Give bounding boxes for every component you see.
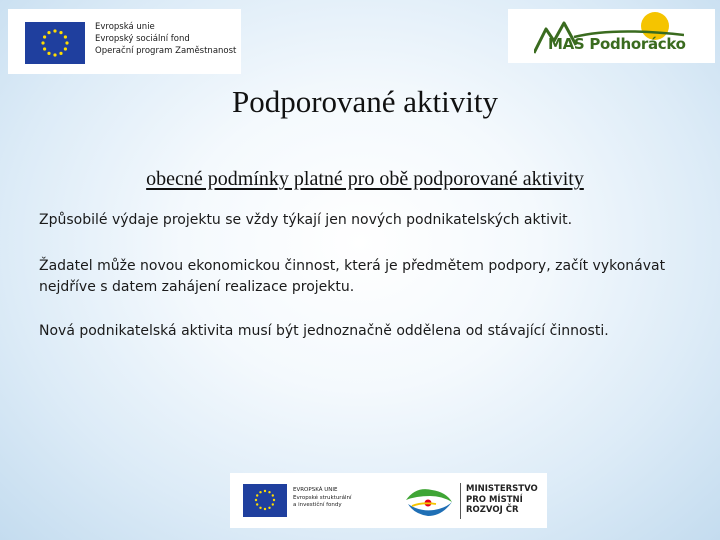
mas-logo-text: MAS Podhorácko — [548, 35, 686, 53]
mas-podhoracko-logo — [508, 9, 715, 63]
paragraph: Způsobilé výdaje projektu se vždy týkají jen nových podnikatelských aktivit. — [39, 212, 573, 228]
eu-logo-line: Operační program Zaměstnanost — [95, 46, 237, 56]
eu-logo-line: Evropský sociální fond — [95, 34, 190, 44]
mmr-emblem-icon — [402, 482, 456, 520]
mmr-line: MINISTERSTVO — [466, 484, 538, 494]
divider — [460, 483, 461, 519]
eu-funds-line: Evropské strukturální — [293, 494, 352, 501]
footer-logos — [230, 473, 547, 528]
mmr-line: ROZVOJ ČR — [466, 505, 519, 515]
slide-title: Podporované aktivity — [231, 84, 499, 119]
eu-funds-line: EVROPSKÁ UNIE — [293, 487, 338, 493]
mmr-line: PRO MÍSTNÍ — [466, 494, 523, 505]
slide-subtitle: obecné podmínky platné pro obě podporované aktivity — [146, 168, 584, 190]
mmr-logo-text — [466, 484, 538, 516]
eu-funds-logo-text — [293, 487, 351, 510]
paragraph: Žadatel může novou ekonomickou činnost, která je předmětem podpory, začít vykonávat nejdříve s datem zahájení realizace projektu. — [39, 258, 666, 295]
eu-flag-icon — [243, 484, 287, 517]
eu-esf-logo — [8, 9, 241, 74]
eu-logo-text — [95, 21, 236, 57]
eu-logo-line: Evropská unie — [95, 22, 155, 32]
paragraph: Nová podnikatelská aktivita musí být jednoznačně oddělena od stávající činnosti. — [39, 323, 609, 339]
eu-funds-line: a investiční fondy — [293, 502, 342, 508]
eu-flag-icon — [25, 22, 85, 64]
